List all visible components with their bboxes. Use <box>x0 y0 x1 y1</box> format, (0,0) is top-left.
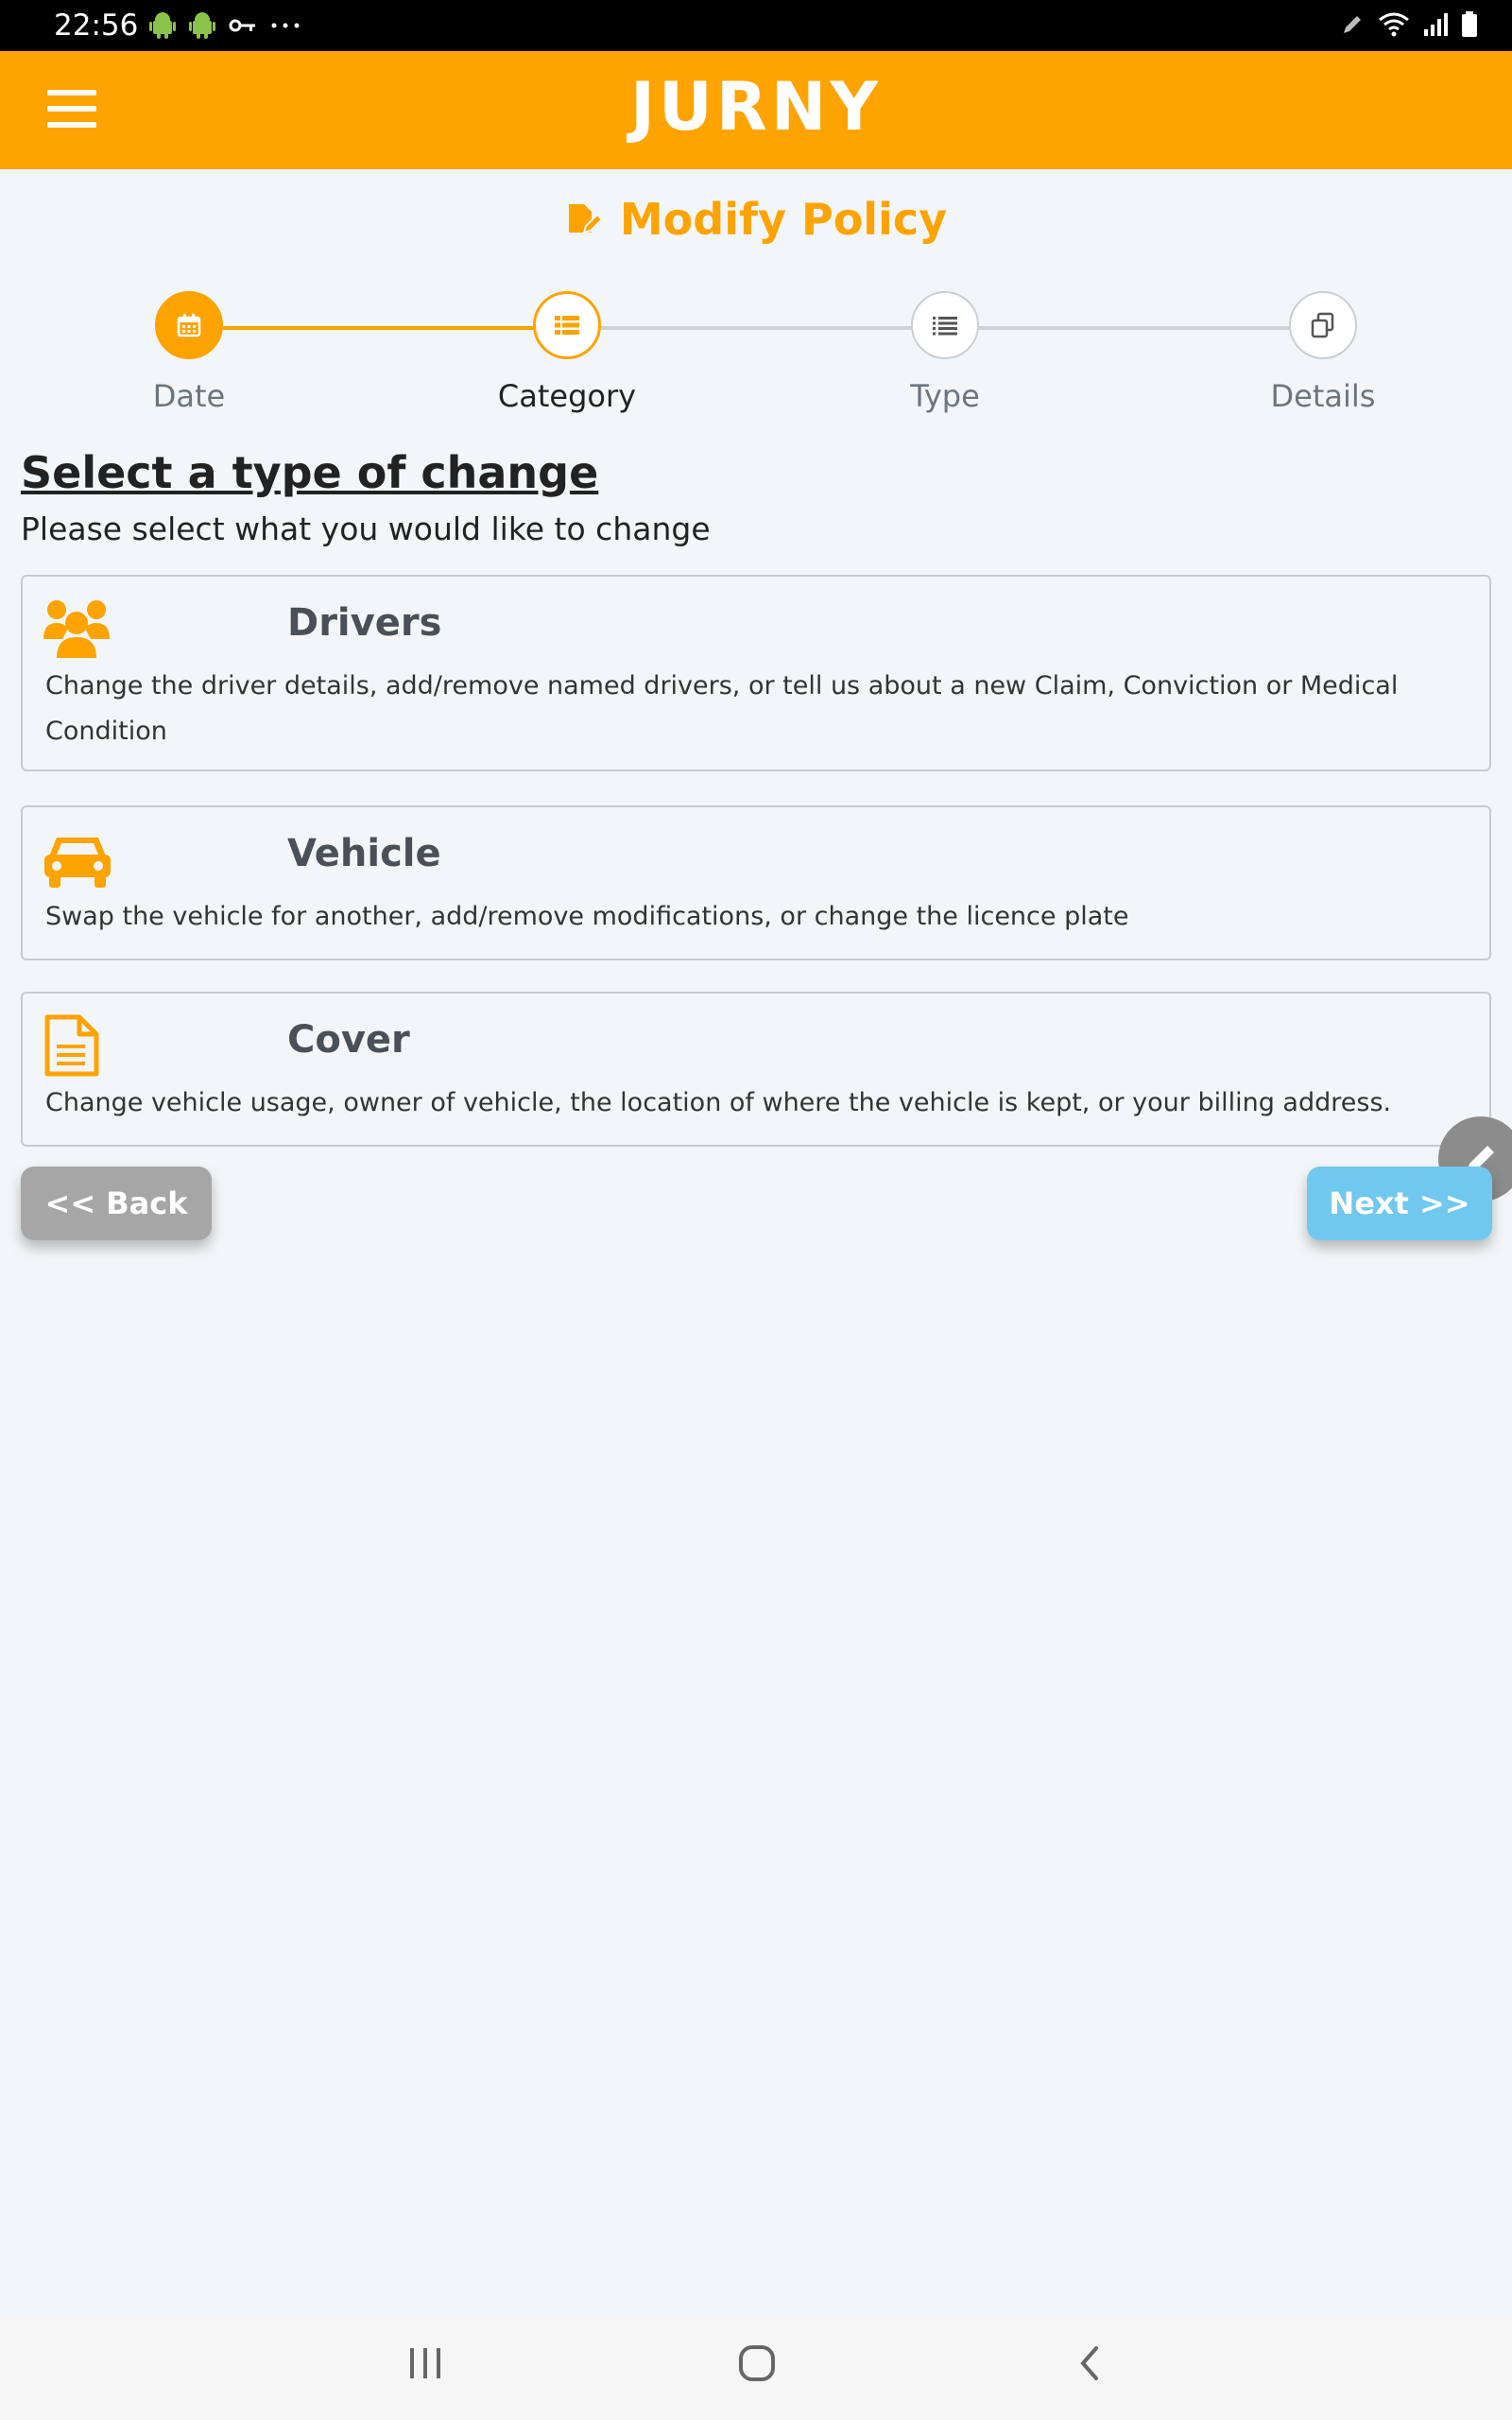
option-title: Vehicle <box>287 832 441 875</box>
users-icon <box>43 597 110 660</box>
copy-icon <box>1310 312 1336 338</box>
step-date[interactable] <box>85 291 293 414</box>
list-icon <box>554 314 580 337</box>
more-dots-icon <box>270 21 301 30</box>
step-label: Type <box>910 378 980 414</box>
document-icon <box>43 1014 100 1077</box>
home-icon[interactable] <box>738 2344 776 2382</box>
step-type[interactable] <box>841 291 1049 414</box>
status-notification-icons <box>149 11 301 40</box>
option-title: Cover <box>287 1018 410 1062</box>
status-system-icons <box>1340 11 1478 38</box>
back-button[interactable]: << Back <box>21 1167 212 1240</box>
step-circle <box>155 291 223 359</box>
file-edit-icon <box>565 200 603 238</box>
next-button[interactable]: Next >> <box>1307 1167 1492 1240</box>
pen-icon <box>1340 12 1365 37</box>
wifi-icon <box>1378 11 1410 38</box>
app-bar <box>0 51 1512 169</box>
option-description: Change vehicle usage, owner of vehicle, the location of where the vehicle is kept, or your billing address. <box>45 1088 1392 1117</box>
option-description: Change the driver details, add/remove named drivers, or tell us about a new Claim, Conviction or Medical Condition <box>45 671 1399 746</box>
option-description: Swap the vehicle for another, add/remove modifications, or change the licence plate <box>45 902 1129 931</box>
key-icon <box>229 16 257 35</box>
step-circle <box>1289 291 1357 359</box>
battery-icon <box>1461 11 1478 38</box>
step-label: Category <box>497 378 637 414</box>
car-icon <box>43 834 112 889</box>
step-circle <box>911 291 979 359</box>
progress-stepper <box>0 291 1512 424</box>
step-details[interactable] <box>1219 291 1427 414</box>
step-category[interactable] <box>463 291 671 414</box>
option-title: Drivers <box>287 601 442 645</box>
app-logo: JURNY <box>629 68 883 146</box>
step-label: Date <box>152 378 226 414</box>
page-title: Modify Policy <box>619 194 948 245</box>
step-label: Details <box>1270 378 1376 414</box>
signal-icon <box>1423 12 1448 37</box>
android-icon <box>189 11 215 40</box>
section-subtitle: Please select what you would like to change <box>21 510 711 547</box>
back-nav-icon[interactable] <box>1075 2344 1102 2382</box>
system-navigation-bar <box>0 2318 1512 2420</box>
android-icon <box>149 11 176 40</box>
option-card-drivers[interactable] <box>21 575 1491 771</box>
section-title: Select a type of change <box>21 447 599 498</box>
option-card-cover[interactable] <box>21 992 1491 1147</box>
status-time: 22:56 <box>54 9 139 43</box>
page-title-row <box>0 194 1512 245</box>
step-circle <box>533 291 601 359</box>
list-icon <box>932 314 958 337</box>
status-bar <box>0 0 1512 51</box>
recent-apps-icon[interactable] <box>408 2344 442 2382</box>
calendar-icon <box>177 313 201 337</box>
option-card-vehicle[interactable] <box>21 805 1491 960</box>
